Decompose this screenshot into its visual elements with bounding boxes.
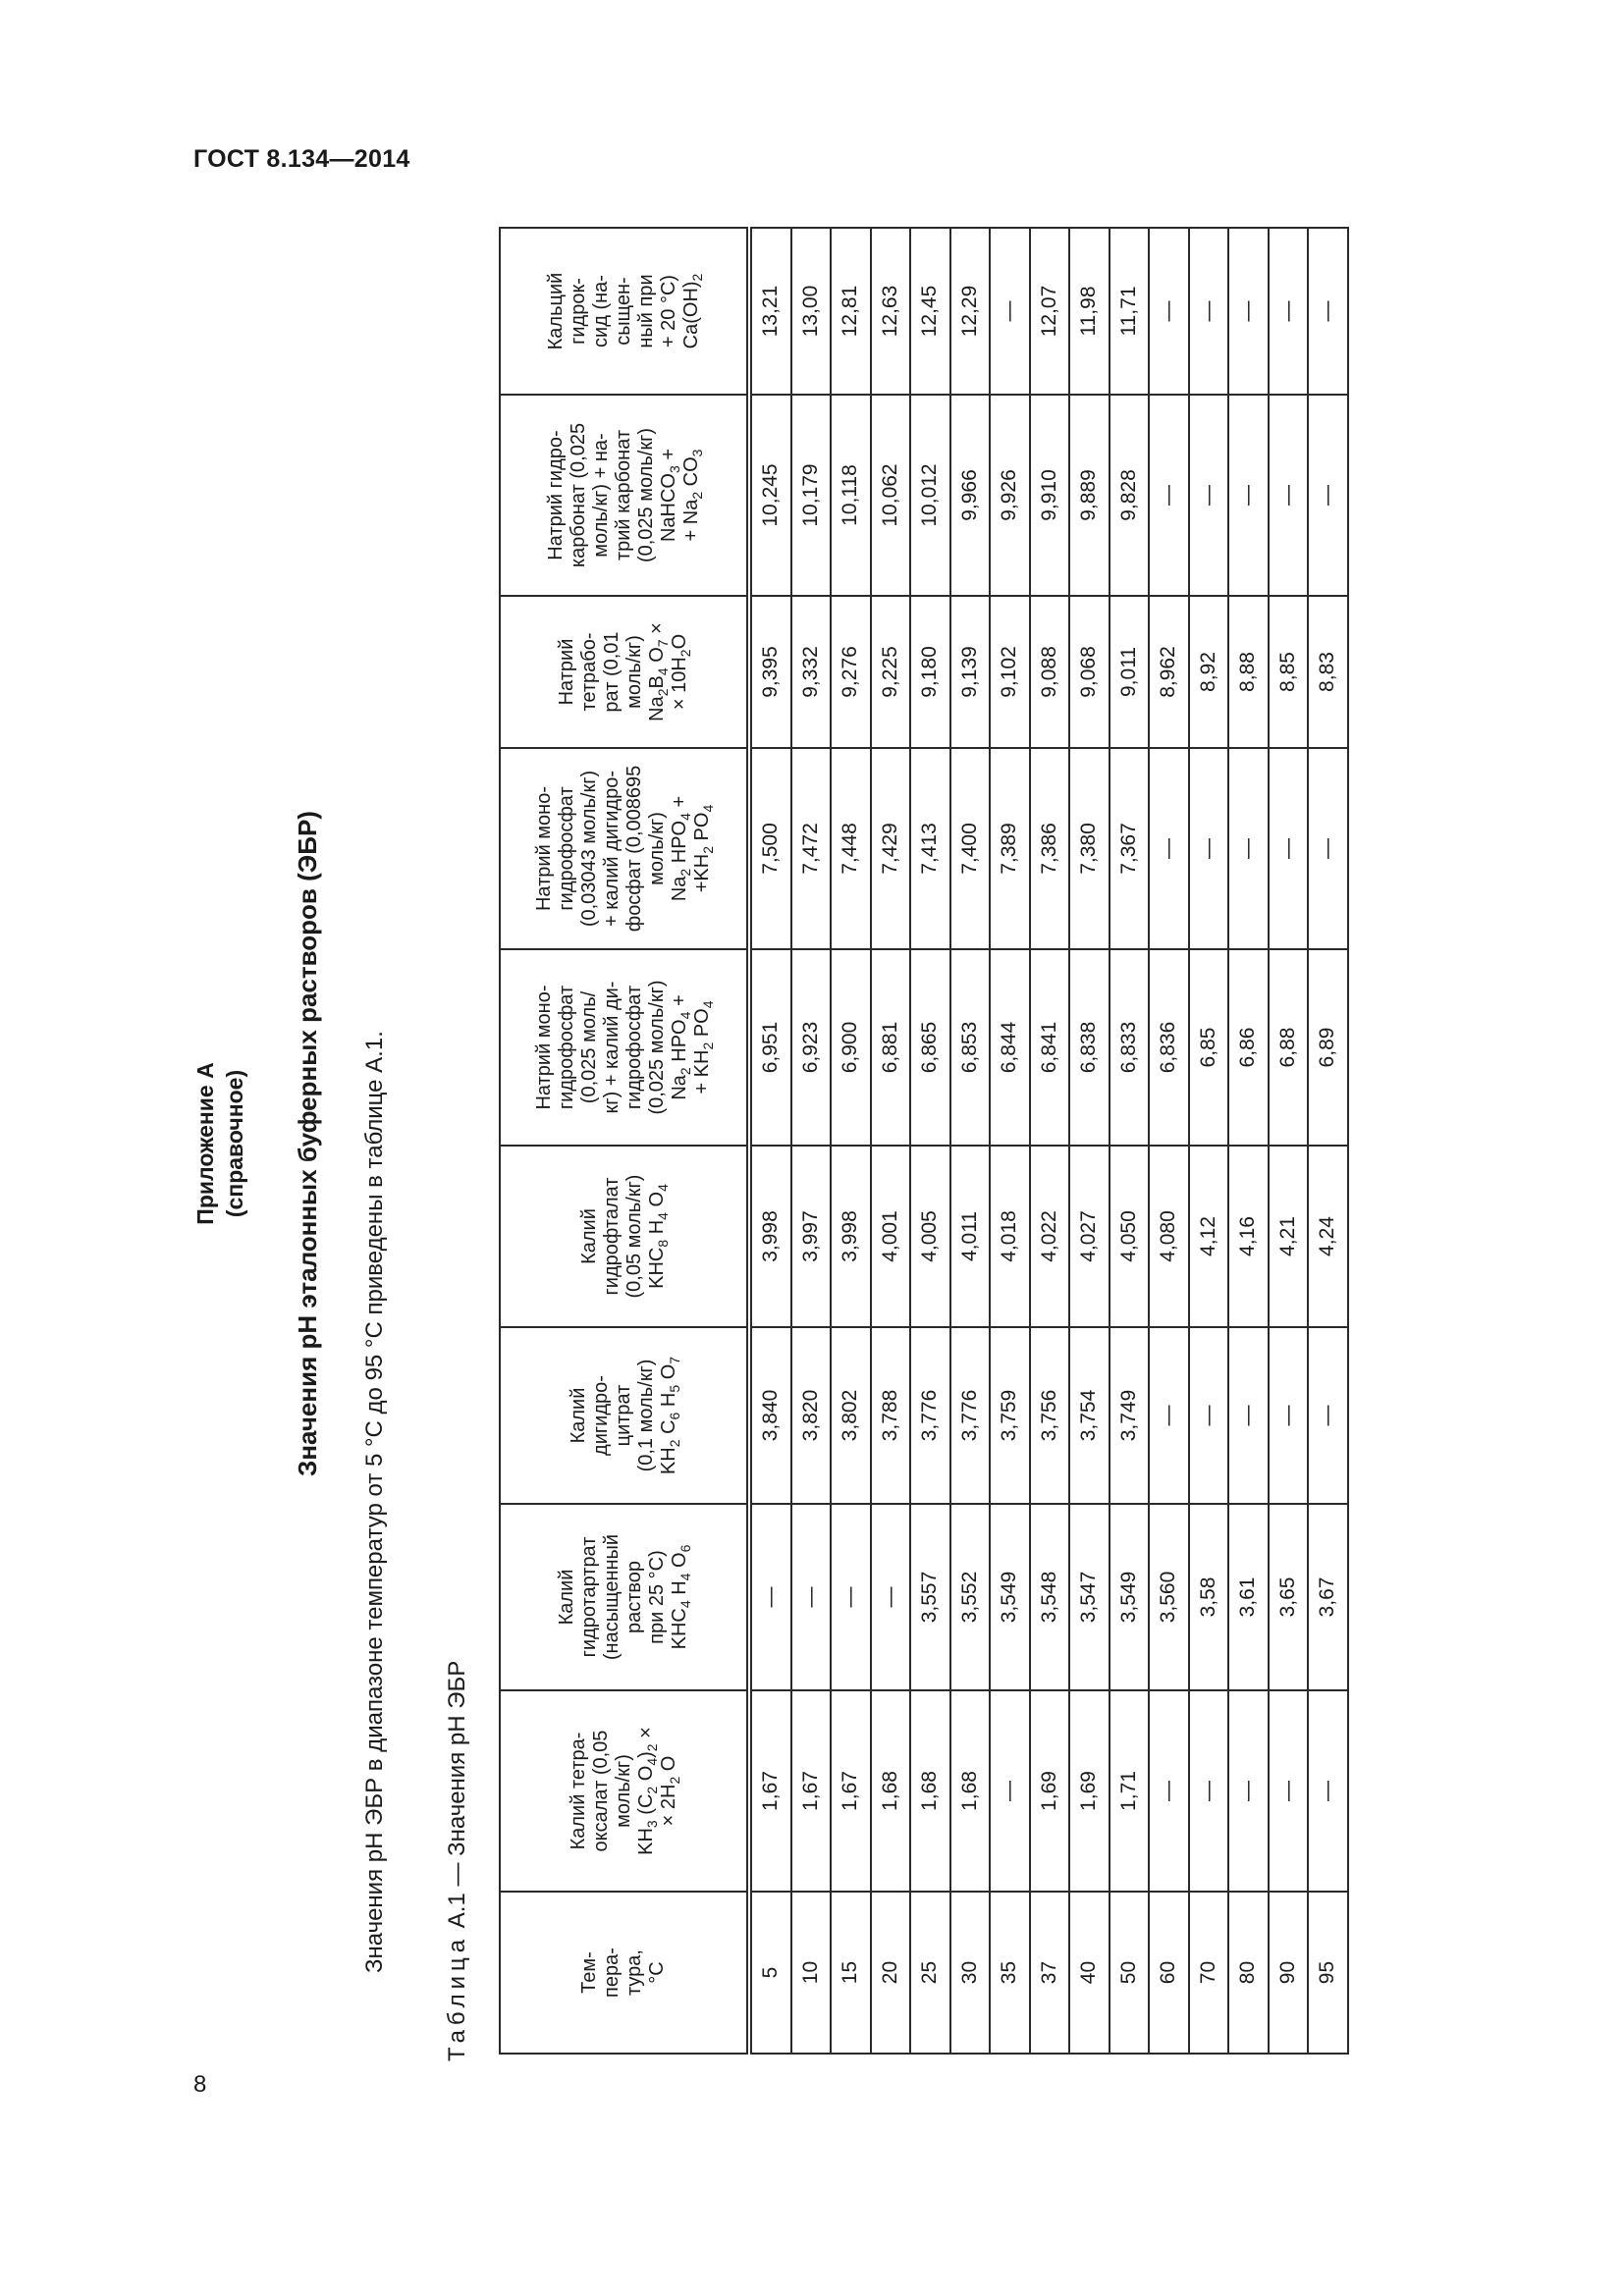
ph-value-cell: 7,367 — [1110, 748, 1150, 949]
table-row — [950, 228, 991, 2054]
page-number: 8 — [193, 2071, 207, 2098]
ph-value-cell: 11,71 — [1110, 228, 1150, 395]
ph-value-cell: — — [1149, 228, 1189, 395]
ph-value-cell: 4,080 — [1149, 1146, 1189, 1327]
ph-value-cell: 9,332 — [791, 596, 832, 748]
table-row — [1228, 228, 1269, 2054]
ph-value-cell: 6,833 — [1110, 949, 1150, 1146]
table-row — [990, 228, 1030, 2054]
ph-value-cell: — — [1308, 1690, 1348, 1892]
ph-value-cell: 10,179 — [791, 395, 832, 596]
temperature-cell: 37 — [1030, 1892, 1070, 2054]
ph-value-cell: 9,180 — [910, 596, 950, 748]
ph-value-cell: 1,67 — [749, 1690, 791, 1892]
ph-value-cell: 4,011 — [950, 1146, 991, 1327]
ph-value-cell: — — [791, 1504, 832, 1690]
ph-value-cell: 9,139 — [950, 596, 991, 748]
ph-value-cell: — — [990, 1690, 1030, 1892]
temperature-cell: 35 — [990, 1892, 1030, 2054]
ph-value-cell: 6,89 — [1308, 949, 1348, 1146]
ph-value-cell: 3,560 — [1149, 1504, 1189, 1690]
ph-value-cell: — — [749, 1504, 791, 1690]
table-row — [1269, 228, 1309, 2054]
ph-value-cell: 9,966 — [950, 395, 991, 596]
ph-value-cell: 6,836 — [1149, 949, 1189, 1146]
ph-value-cell: 9,395 — [749, 596, 791, 748]
ph-value-cell: 3,749 — [1110, 1327, 1150, 1504]
ph-value-cell: 12,45 — [910, 228, 950, 395]
column-header: Натрий гидро- карбонат (0,025 моль/кг) + на- трий карбонат (0,025 моль/кг) NaHCO$_3$ + + $Na_2$ $CO_3$ — [500, 395, 749, 596]
temperature-cell: 40 — [1069, 1892, 1110, 2054]
ph-value-cell: 3,776 — [910, 1327, 950, 1504]
document-header: ГОСТ 8.134—2014 — [193, 145, 410, 173]
ph-value-cell: 3,547 — [1069, 1504, 1110, 1690]
column-header: Кальций гидрок- сид (на- сыщен- ный при + 20 °С) $Ca(OH)_2$ — [500, 228, 749, 395]
ph-value-cell: 7,429 — [871, 748, 911, 949]
ph-value-cell: 1,69 — [1030, 1690, 1070, 1892]
ph-value-cell: 8,85 — [1269, 596, 1309, 748]
ph-value-cell: 7,386 — [1030, 748, 1070, 949]
ph-value-cell: 7,472 — [791, 748, 832, 949]
appendix-title: Значения pH эталонных буферных растворов (ЭБР) — [293, 811, 322, 1476]
ph-value-cell: 4,018 — [990, 1146, 1030, 1327]
ph-value-cell: 8,92 — [1189, 596, 1229, 748]
column-header: Калий гидрофталат (0,05 моль/кг) $KHC_8$ $H_4$ $O_4$ — [500, 1146, 749, 1327]
temperature-cell: 15 — [831, 1892, 871, 2054]
ph-value-cell: 4,12 — [1189, 1146, 1229, 1327]
table-row — [1069, 228, 1110, 2054]
ph-value-cell: — — [1189, 1327, 1229, 1504]
temperature-cell: 10 — [791, 1892, 832, 2054]
ph-value-cell: — — [1269, 228, 1309, 395]
ph-value-cell: 8,88 — [1228, 596, 1269, 748]
ph-value-cell: 1,67 — [831, 1690, 871, 1892]
ph-value-cell: 4,16 — [1228, 1146, 1269, 1327]
ph-value-cell: — — [990, 228, 1030, 395]
ph-value-cell: 3,788 — [871, 1327, 911, 1504]
ph-value-cell: 3,997 — [791, 1146, 832, 1327]
ph-value-cell: 3,557 — [910, 1504, 950, 1690]
table-caption-text: А.1 — Значения pH ЭБР — [444, 1660, 470, 1935]
ph-value-cell: 4,001 — [871, 1146, 911, 1327]
ph-value-cell: 3,840 — [749, 1327, 791, 1504]
table-row — [831, 228, 871, 2054]
ph-value-cell: 1,71 — [1110, 1690, 1150, 1892]
column-header: Калий тетра- оксалат (0,05 моль/кг) $KH_3$ ($C_2$ $O_4)_2$ × × $2H_2$ O — [500, 1690, 749, 1892]
ph-value-cell: — — [1149, 1327, 1189, 1504]
ph-value-cell: 13,21 — [749, 228, 791, 395]
ph-value-cell: — — [1269, 395, 1309, 596]
appendix-type: (справочное) — [222, 1069, 247, 1218]
ph-value-cell: 6,85 — [1189, 949, 1229, 1146]
table-row — [1149, 228, 1189, 2054]
ph-value-cell: 9,068 — [1069, 596, 1110, 748]
ph-value-cell: 6,865 — [910, 949, 950, 1146]
ph-value-cell: — — [1228, 395, 1269, 596]
ph-value-cell: 9,276 — [831, 596, 871, 748]
ph-value-cell: — — [831, 1504, 871, 1690]
ph-value-cell: 7,400 — [950, 748, 991, 949]
temperature-cell: 5 — [749, 1892, 791, 2054]
ph-value-cell: — — [1189, 395, 1229, 596]
ph-value-cell: 6,881 — [871, 949, 911, 1146]
temperature-cell: 30 — [950, 1892, 991, 2054]
ph-value-cell: — — [1228, 1690, 1269, 1892]
ph-value-cell: 10,062 — [871, 395, 911, 596]
ph-value-cell: 9,088 — [1030, 596, 1070, 748]
table-caption-prefix: Таблица — [444, 1934, 470, 2061]
ph-value-cell: 8,83 — [1308, 596, 1348, 748]
temperature-cell: 70 — [1189, 1892, 1229, 2054]
ph-value-cell: 6,88 — [1269, 949, 1309, 1146]
ph-value-cell: — — [1308, 228, 1348, 395]
column-header: Натрий тетрабо- рат (0,01 моль/кг) $Na_2B_4$ $O_7$ × × $10H_2O$ — [500, 596, 749, 748]
appendix-label: Приложение А — [192, 1062, 218, 1225]
ph-value-cell: 12,81 — [831, 228, 871, 395]
ph-value-cell: — — [1308, 395, 1348, 596]
temperature-cell: 60 — [1149, 1892, 1189, 2054]
table-row — [1308, 228, 1348, 2054]
temperature-cell: 25 — [910, 1892, 950, 2054]
ph-value-cell: 12,63 — [871, 228, 911, 395]
ph-value-cell: 3,548 — [1030, 1504, 1070, 1690]
ph-value-cell: 4,022 — [1030, 1146, 1070, 1327]
ph-value-cell: 8,962 — [1149, 596, 1189, 748]
ph-value-cell: 3,998 — [749, 1146, 791, 1327]
ph-value-cell: 6,86 — [1228, 949, 1269, 1146]
ph-value-cell: — — [1269, 1690, 1309, 1892]
ph-value-cell: — — [1189, 748, 1229, 949]
ph-value-cell: 4,027 — [1069, 1146, 1110, 1327]
ph-value-cell: — — [1228, 1327, 1269, 1504]
ph-value-cell: 4,21 — [1269, 1146, 1309, 1327]
ph-value-cell: 11,98 — [1069, 228, 1110, 395]
ph-value-cell: 3,549 — [1110, 1504, 1150, 1690]
ph-value-cell: 3,756 — [1030, 1327, 1070, 1504]
ph-value-cell: 12,29 — [950, 228, 991, 395]
ph-value-cell: — — [1269, 1327, 1309, 1504]
ph-value-cell: 4,050 — [1110, 1146, 1150, 1327]
ph-value-cell: 1,68 — [871, 1690, 911, 1892]
ph-value-cell: 7,500 — [749, 748, 791, 949]
ph-value-cell: 9,225 — [871, 596, 911, 748]
ph-value-cell: — — [1189, 1690, 1229, 1892]
ph-value-cell: 6,844 — [990, 949, 1030, 1146]
temperature-cell: 20 — [871, 1892, 911, 2054]
ph-value-cell: — — [871, 1504, 911, 1690]
ph-value-cell: — — [1228, 748, 1269, 949]
ph-value-cell: — — [1149, 395, 1189, 596]
table-row — [1189, 228, 1229, 2054]
table-header-row — [500, 228, 749, 2054]
ph-value-cell: 9,828 — [1110, 395, 1150, 596]
ph-value-cell: 6,951 — [749, 949, 791, 1146]
ph-value-cell: 3,820 — [791, 1327, 832, 1504]
ph-value-cell: 4,005 — [910, 1146, 950, 1327]
ph-value-cell: — — [1149, 748, 1189, 949]
ph-value-cell: 10,118 — [831, 395, 871, 596]
temperature-cell: 90 — [1269, 1892, 1309, 2054]
column-header: Натрий моно- гидрофосфат (0,03043 моль/кг) + калий дигидро- фосфат (0,008695 моль/кг) $Na_2$ $HPO_4$ + $+KH_2$ $PO_4$ — [500, 748, 749, 949]
ph-value-cell: — — [1228, 228, 1269, 395]
ph-values-table — [499, 227, 1349, 2055]
ph-value-cell: 1,69 — [1069, 1690, 1110, 1892]
ph-value-cell: 3,754 — [1069, 1327, 1110, 1504]
ph-value-cell: 4,24 — [1308, 1146, 1348, 1327]
ph-value-cell: 7,413 — [910, 748, 950, 949]
ph-value-cell: 3,549 — [990, 1504, 1030, 1690]
ph-value-cell: 6,838 — [1069, 949, 1110, 1146]
table-row — [1030, 228, 1070, 2054]
table-row — [791, 228, 832, 2054]
ph-value-cell: 9,102 — [990, 596, 1030, 748]
table-row — [749, 228, 791, 2054]
temperature-cell: 95 — [1308, 1892, 1348, 2054]
ph-value-cell: 7,380 — [1069, 748, 1110, 949]
ph-value-cell: 6,923 — [791, 949, 832, 1146]
ph-value-cell: 7,448 — [831, 748, 871, 949]
ph-value-cell: 12,07 — [1030, 228, 1070, 395]
ph-value-cell: 9,910 — [1030, 395, 1070, 596]
ph-value-cell: 3,998 — [831, 1146, 871, 1327]
ph-value-cell: — — [1308, 1327, 1348, 1504]
column-header: Натрий моно- гидрофосфат (0,025 моль/ кг) + калий ди- гидрофосфат (0,025 моль/кг) $Na_2$ $HPO_4$ + + $KH_2$ $PO_4$ — [500, 949, 749, 1146]
temperature-cell: 80 — [1228, 1892, 1269, 2054]
column-header: Тем- пера- тура, °С — [500, 1892, 749, 2054]
ph-value-cell: 6,853 — [950, 949, 991, 1146]
ph-value-cell: 13,00 — [791, 228, 832, 395]
table-caption — [444, 1661, 471, 2061]
ph-value-cell: 1,68 — [950, 1690, 991, 1892]
ph-value-cell: 9,889 — [1069, 395, 1110, 596]
ph-value-cell: 3,58 — [1189, 1504, 1229, 1690]
table-row — [871, 228, 911, 2054]
ph-value-cell: 6,900 — [831, 949, 871, 1146]
ph-value-cell: 3,802 — [831, 1327, 871, 1504]
appendix-heading — [190, 226, 249, 2061]
ph-value-cell: 6,841 — [1030, 949, 1070, 1146]
ph-value-cell: — — [1269, 748, 1309, 949]
ph-value-cell: — — [1149, 1690, 1189, 1892]
ph-value-cell: 3,65 — [1269, 1504, 1309, 1690]
ph-value-cell: — — [1189, 228, 1229, 395]
ph-value-cell: 3,759 — [990, 1327, 1030, 1504]
ph-value-cell: 3,776 — [950, 1327, 991, 1504]
ph-value-cell: 10,012 — [910, 395, 950, 596]
table-body — [749, 228, 1348, 2054]
ph-value-cell: 10,245 — [749, 395, 791, 596]
ph-value-cell: 9,011 — [1110, 596, 1150, 748]
ph-value-cell: 3,67 — [1308, 1504, 1348, 1690]
column-header: Калий дигидро- цитрат (0,1 моль/кг) $KH_2$ $C_6$ $H_5$ $O_7$ — [500, 1327, 749, 1504]
ph-value-cell: 1,67 — [791, 1690, 832, 1892]
intro-paragraph: Значения pH ЭБР в диапазоне температур от 5 °С до 95 °С приведены в таблице А.1. — [361, 1031, 388, 1973]
appendix-page-rotated — [177, 226, 1384, 2061]
ph-value-cell: 3,552 — [950, 1504, 991, 1690]
ph-value-cell: 9,926 — [990, 395, 1030, 596]
table-row — [1110, 228, 1150, 2054]
table-row — [910, 228, 950, 2054]
ph-value-cell: 1,68 — [910, 1690, 950, 1892]
ph-value-cell: — — [1308, 748, 1348, 949]
ph-value-cell: 3,61 — [1228, 1504, 1269, 1690]
ph-value-cell: 7,389 — [990, 748, 1030, 949]
temperature-cell: 50 — [1110, 1892, 1150, 2054]
column-header: Калий гидротартрат (насыщенный раствор при 25 °С) $KHC_4$ $H_4$ $O_6$ — [500, 1504, 749, 1690]
